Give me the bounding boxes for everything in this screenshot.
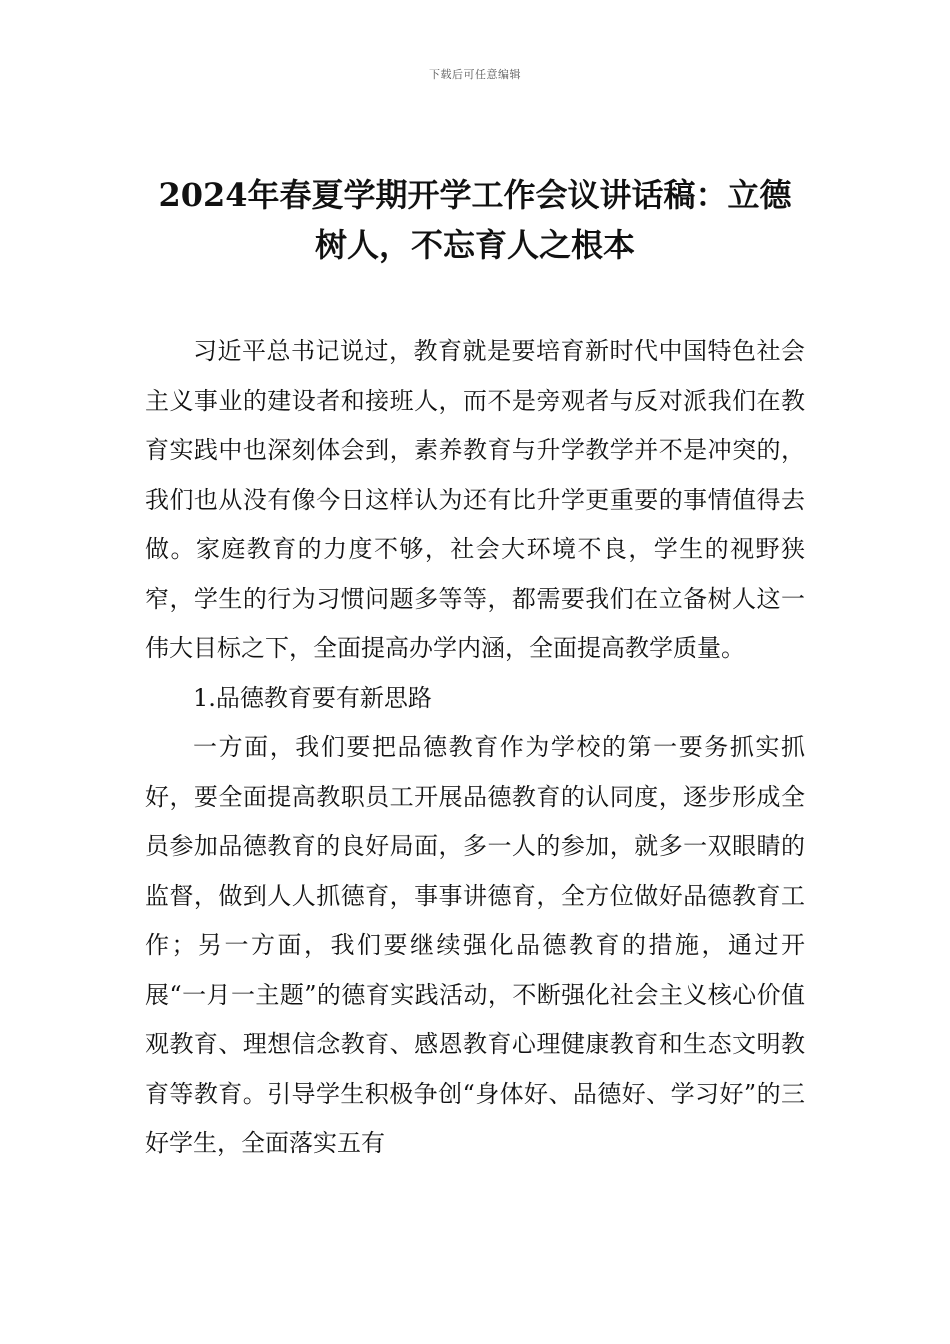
paragraph-intro: 习近平总书记说过，教育就是要培育新时代中国特色社会主义事业的建设者和接班人，而不是旁观者与反对派我们在教育实践中也深刻体会到，素养教育与升学教学并不是冲突的，我们也从没有像今日这样认为还有比升学更重要的事情值得去做。家庭教育的力度不够，社会大环境不良，学生的视野狭窄，学生的行为习惯问题多等等，都需要我们在立备树人这一伟大目标之下，全面提高办学内涵，全面提高教学质量。	[145, 337, 805, 662]
paragraph-section-1: 一方面，我们要把品德教育作为学校的第一要务抓实抓好，要全面提高教职员工开展品德教育的认同度，逐步形成全员参加品德教育的良好局面，多一人的参加，就多一双眼睛的监督，做到人人抓德育，事事讲德育，全方位做好品德教育工作；另一方面，我们要继续强化品德教育的措施，通过开展“一月一主题”的德育实践活动，不断强化社会主义核心价值观教育、理想信念教育、感恩教育心理健康教育和生态文明教育等教育。引导学生积极争创“身体好、品德好、学习好”的三好学生，全面落实五有	[145, 733, 805, 1157]
document-body	[145, 327, 805, 1169]
header-note: 下载后可任意编辑	[429, 68, 521, 81]
section-heading: 1.品德教育要有新思路	[193, 683, 432, 712]
document-title: 2024年春夏学期开学工作会议讲话稿：立德树人，不忘育人之根本	[158, 176, 792, 264]
